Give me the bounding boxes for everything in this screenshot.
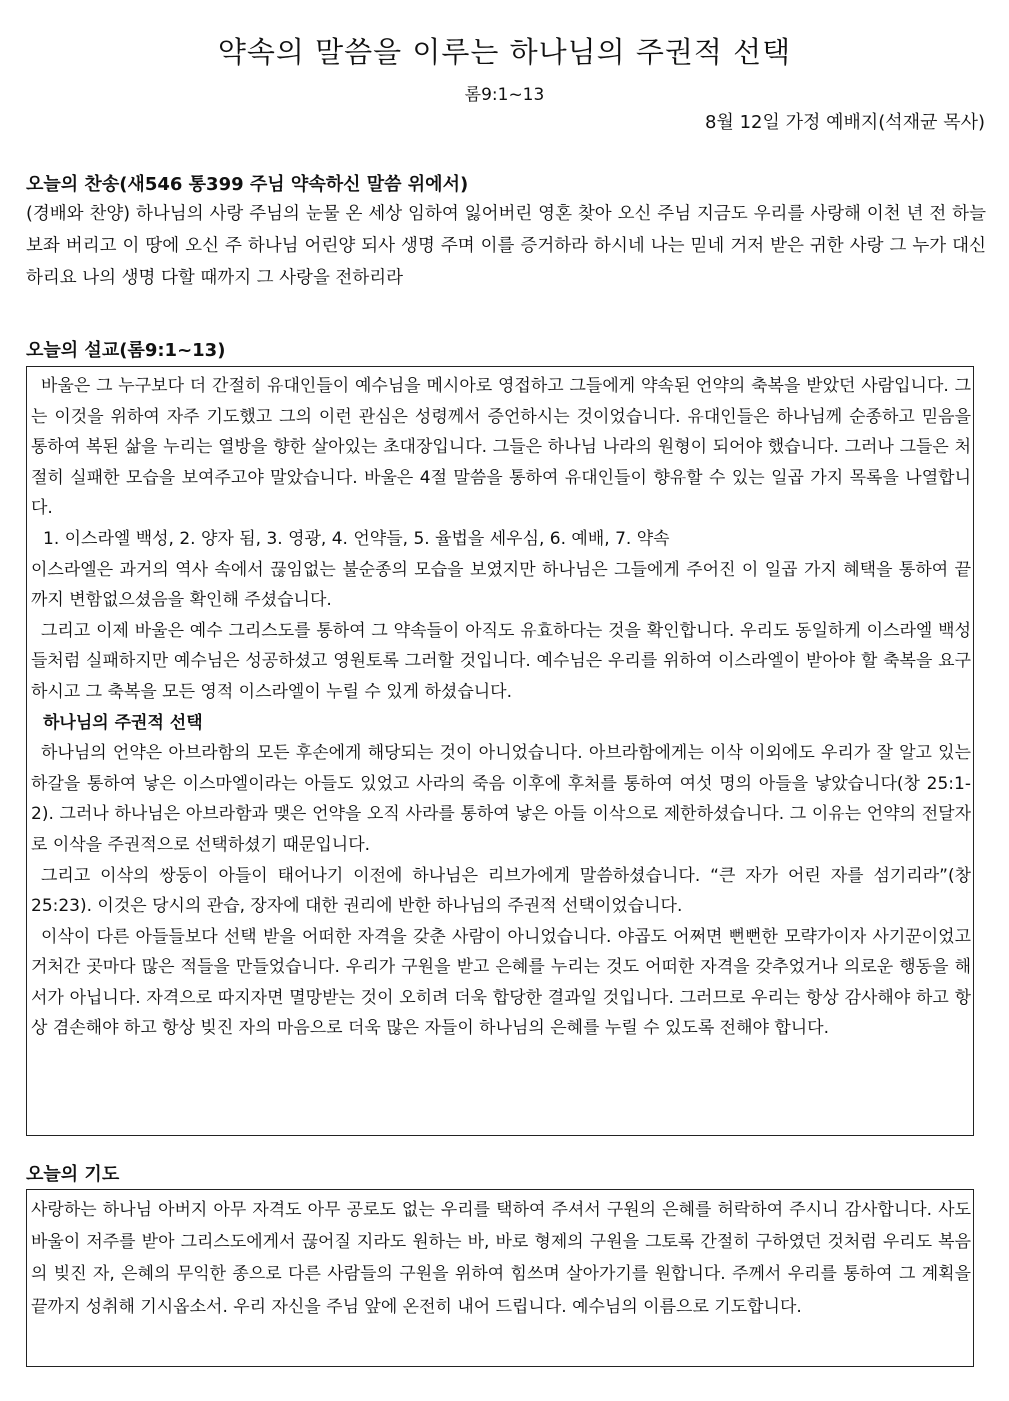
sermon-subheading: 하나님의 주권적 선택 [43,712,203,733]
hymn-lyrics: (경배와 찬양) 하나님의 사랑 주님의 눈물 온 세상 임하여 잃어버린 영혼 찾아 오신 주님 지금도 우리를 사랑해 이천 년 전 하늘 보좌 버리고 이 땅에 오신 주 하나님 어린양 되사 생명 주며 이를 증거하라 하시네 나는 믿네 거저 받은 귀한 사랑 그 누가 대신하리요 나의 생명 다할 때까지 그 사랑을 전하리라 [26,204,986,288]
sermon-paragraph-5: 그리고 이삭의 쌍둥이 아들이 태어나기 이전에 하나님은 리브가에게 말씀하셨습니다. “큰 자가 어린 자를 섬기리라”(창 25:23). 이것은 당시의 관습, 장자에 대한 권리에 반한 하나님의 주권적 선택이었습니다. [31,865,971,917]
date-author-line: 8월 12일 가정 예배지(석재균 목사) [705,112,985,133]
sermon-paragraph-4: 하나님의 언약은 아브라함의 모든 후손에게 해당되는 것이 아니었습니다. 아브라함에게는 이삭 이외에도 우리가 잘 알고 있는 하갈을 통하여 낳은 이스마엘이라는 아들도 있었고 사라의 죽음 이후에 후처를 통하여 여섯 명의 아들을 낳았습니다(창 25:1-2). 그러나 하나님은 아브라함과 맺은 언약을 오직 사라를 통하여 낳은 아들 이삭으로 제한하셨습니다. 그 이유는 언약의 전달자로 이삭을 주권적으로 선택하셨기 때문입니다. [31,743,971,855]
sermon-paragraph-2: 이스라엘은 과거의 역사 속에서 끊임없는 불순종의 모습을 보였지만 하나님은 그들에게 주어진 이 일곱 가지 혜택을 통하여 끝까지 변함없으셨음을 확인해 주셨습니다. [31,559,971,611]
page-title: 약속의 말씀을 이루는 하나님의 주권적 선택 [217,35,792,69]
sermon-heading: 오늘의 설교(롬9:1~13) [26,340,226,361]
hymn-heading: 오늘의 찬송(새546 통399 주님 약속하신 말씀 위에서) [26,174,469,195]
prayer-heading: 오늘의 기도 [26,1164,120,1185]
sermon-privileges-list: 1. 이스라엘 백성, 2. 양자 됨, 3. 영광, 4. 언약들, 5. 율법을 세우심, 6. 예배, 7. 약속 [43,528,670,549]
sermon-paragraph-3: 그리고 이제 바울은 예수 그리스도를 통하여 그 약속들이 아직도 유효하다는 것을 확인합니다. 우리도 동일하게 이스라엘 백성들처럼 실패하지만 예수님은 성공하셨고 영원토록 그러할 것입니다. 예수님은 우리를 위하여 이스라엘이 받아야 할 축복을 요구하시고 그 축복을 모든 영적 이스라엘이 누릴 수 있게 하셨습니다. [31,620,971,702]
sermon-box [26,366,974,1136]
sermon-paragraph-6: 이삭이 다른 아들들보다 선택 받을 어떠한 자격을 갖춘 사람이 아니었습니다. 야곱도 어쩌면 뻔뻔한 모략가이자 사기꾼이었고 거처간 곳마다 많은 적들을 만들었습니다. 우리가 구원을 받고 은혜를 누리는 것도 어떠한 자격을 갖추었거나 의로운 행동을 해서가 아닙니다. 자격으로 따지자면 멸망받는 것이 오히려 더욱 합당한 결과일 것입니다. 그러므로 우리는 항상 감사해야 하고 항상 겸손해야 하고 항상 빚진 자의 마음으로 더욱 많은 자들이 하나님의 은혜를 누릴 수 있도록 전해야 합니다. [31,926,971,1039]
sermon-paragraph-1: 바울은 그 누구보다 더 간절히 유대인들이 예수님을 메시아로 영접하고 그들에게 약속된 언약의 축복을 받았던 사람입니다. 그는 이것을 위하여 자주 기도했고 그의 이런 관심은 성령께서 증언하시는 것이었습니다. 유대인들은 하나님께 순종하고 믿음을 통하여 복된 삶을 누리는 열방을 향한 살아있는 초대장입니다. 그들은 하나님 나라의 원형이 되어야 했습니다. 그러나 그들은 처절히 실패한 모습을 보여주고야 말았습니다. 바울은 4절 말씀을 통하여 유대인들이 향유할 수 있는 일곱 가지 목록을 나열합니다. [31,376,971,519]
prayer-text: 사랑하는 하나님 아버지 아무 자격도 아무 공로도 없는 우리를 택하여 주셔서 구원의 은혜를 허락하여 주시니 감사합니다. 사도 바울이 저주를 받아 그리스도에게서 끊어질 지라도 원하는 바, 바로 형제의 구원을 그토록 간절히 구하였던 것처럼 우리도 복음의 빚진 자, 은혜의 무익한 종으로 다른 사람들의 구원을 위하여 힘쓰며 살아가기를 원합니다. 주께서 우리를 통하여 그 계획을 끝까지 성취해 기시옵소서. 우리 자신을 주님 앞에 온전히 내어 드립니다. 예수님의 이름으로 기도합니다. [31,1200,971,1317]
prayer-box [26,1189,974,1367]
scripture-reference: 롬9:1~13 [464,85,545,105]
